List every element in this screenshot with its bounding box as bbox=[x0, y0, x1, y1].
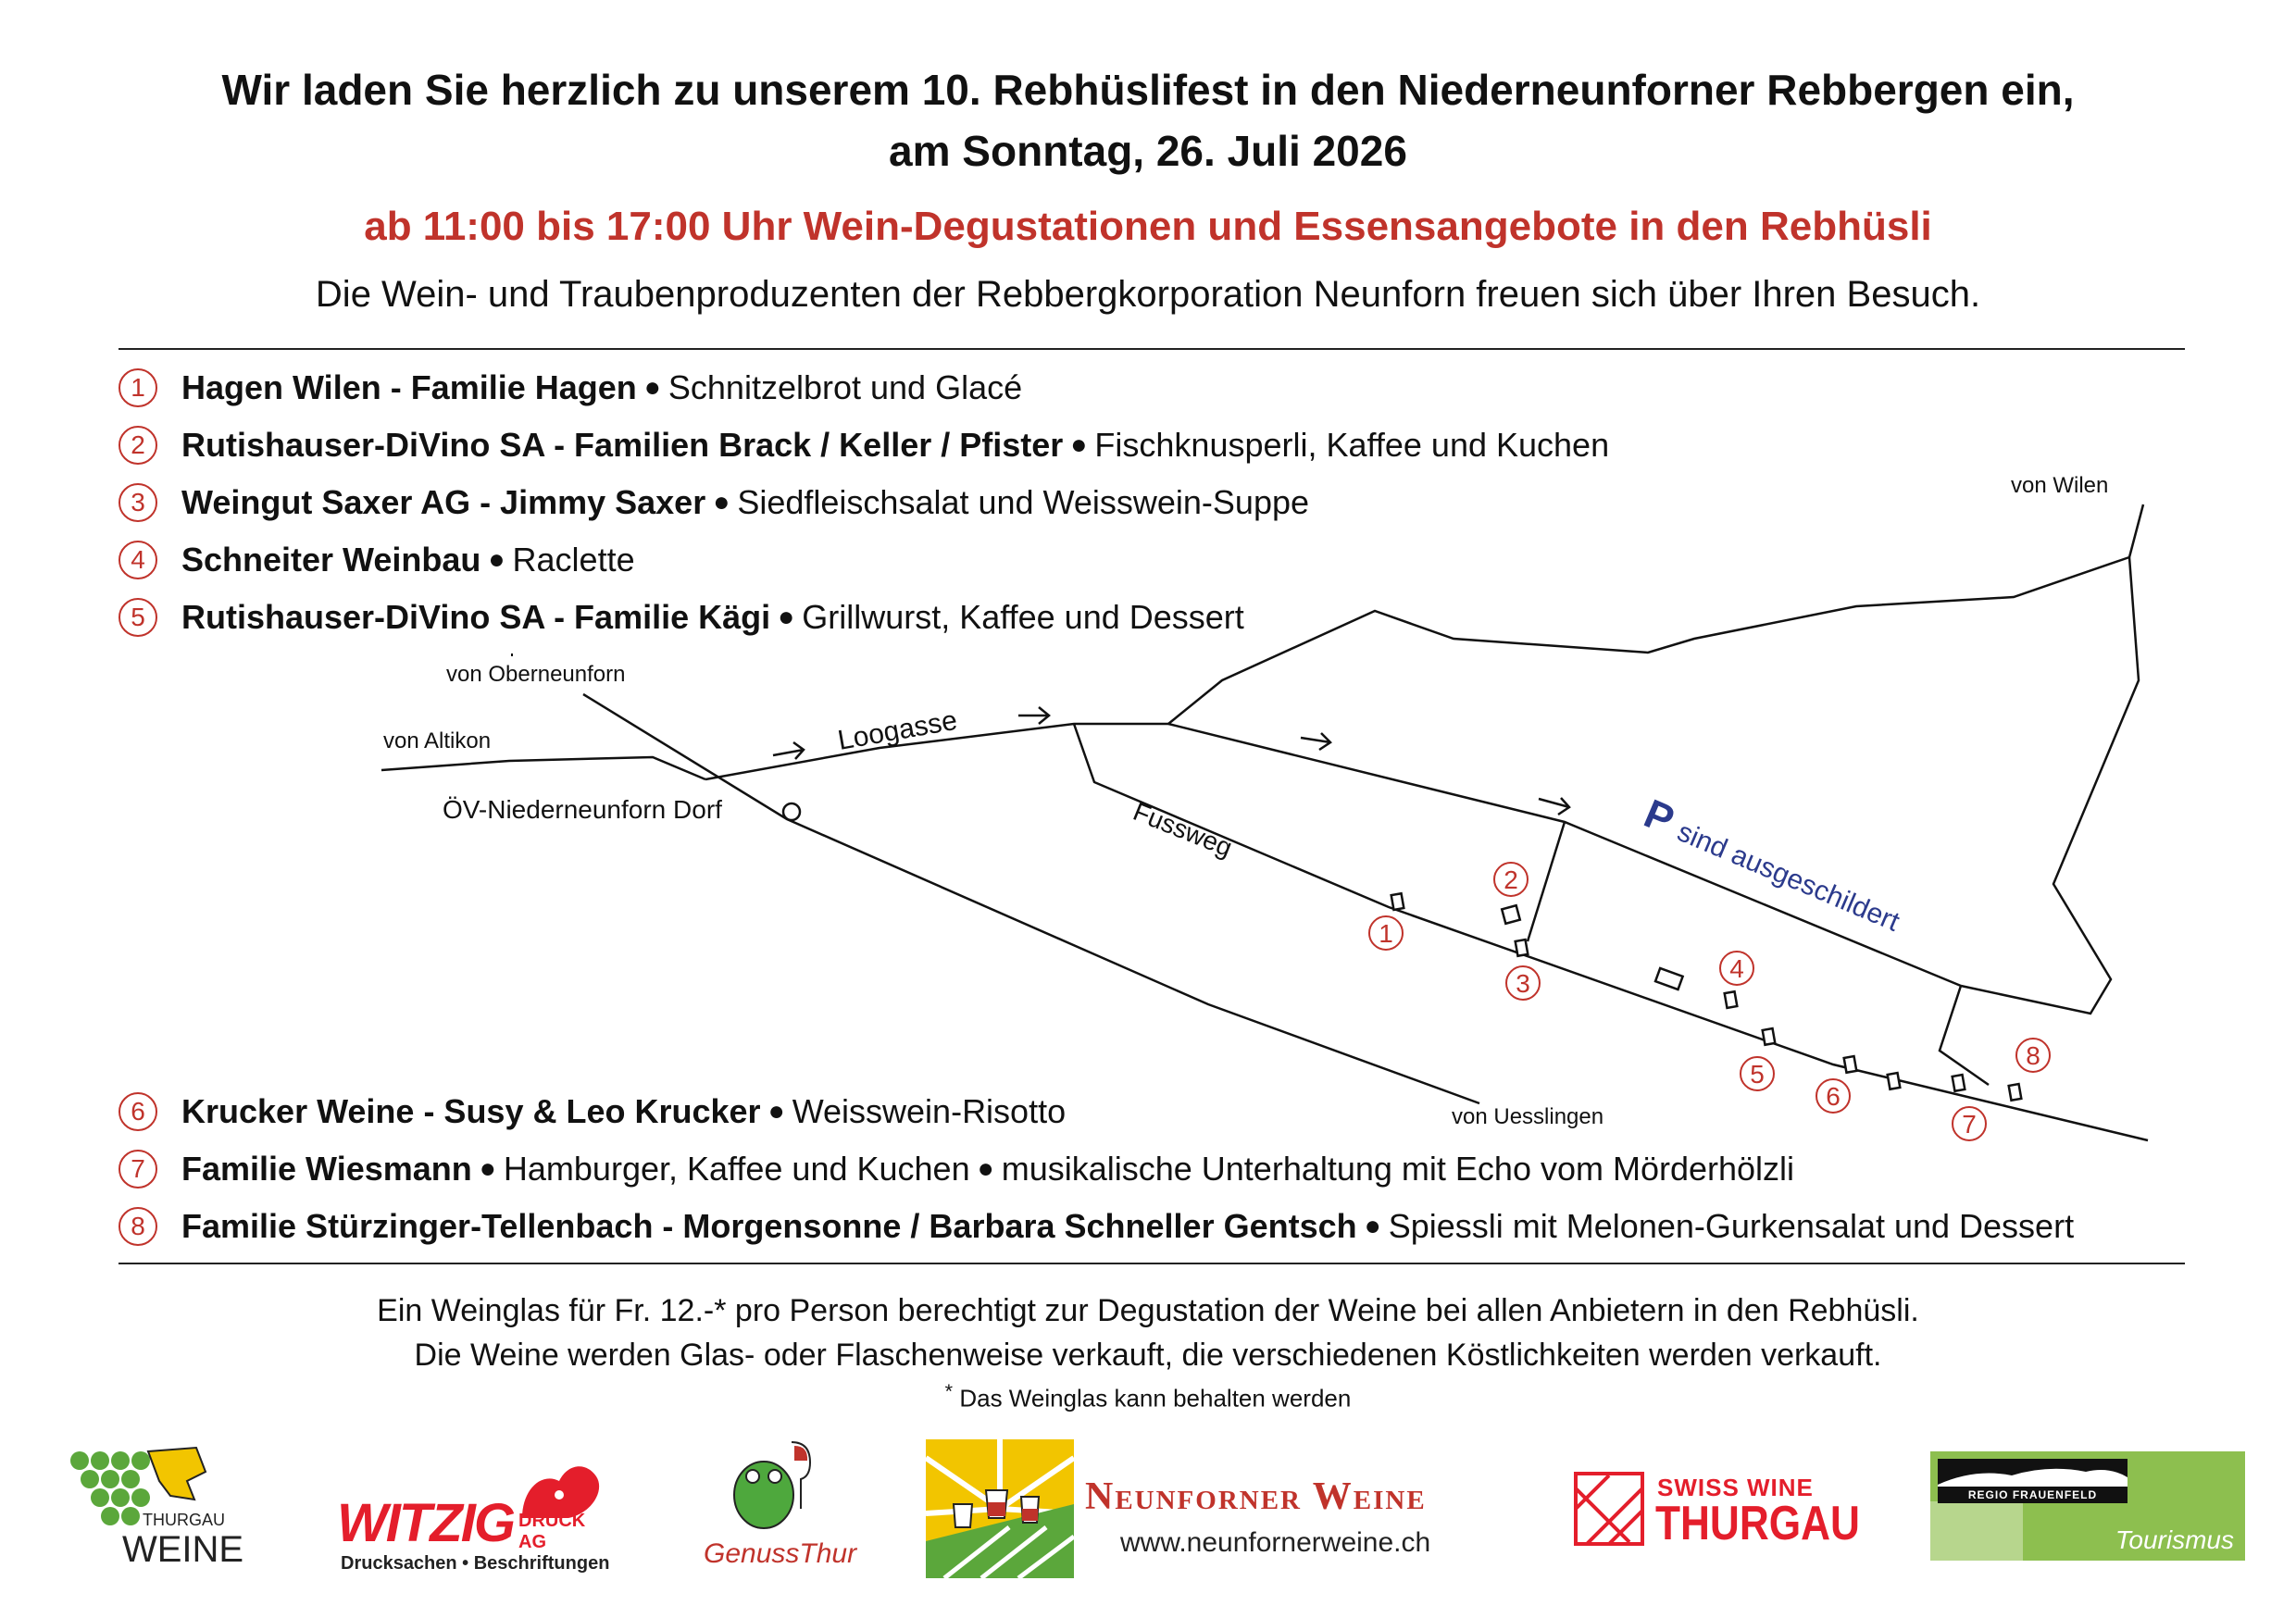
entry-name: Weingut Saxer AG - Jimmy Saxer bbox=[181, 483, 706, 521]
arrow-icon bbox=[1539, 798, 1569, 815]
logo-witzig-tagline: Drucksachen • Beschriftungen bbox=[341, 1553, 610, 1574]
logo-thurgau-text: THURGAU bbox=[143, 1511, 225, 1529]
marker-4: 4 bbox=[119, 541, 157, 579]
entry-name: Familie Stürzinger-Tellenbach - Morgensonne / Barbara Schneller Gentsch bbox=[181, 1207, 1357, 1245]
marker-8: 8 bbox=[119, 1207, 157, 1246]
svg-text:3: 3 bbox=[1516, 969, 1530, 998]
footer-note-text: Das Weinglas kann behalten werden bbox=[959, 1384, 1352, 1413]
entry-offer: Hamburger, Kaffee und Kuchen bbox=[503, 1150, 970, 1188]
label-loogasse: Loogasse bbox=[835, 704, 960, 756]
logo-tourismus-text: Tourismus bbox=[2115, 1525, 2234, 1554]
mountain-icon bbox=[1938, 1459, 2128, 1487]
regio-frauenfeld-logo bbox=[1930, 1451, 2245, 1561]
map-marker-8 bbox=[2016, 1039, 2050, 1072]
svg-text:1: 1 bbox=[1379, 919, 1393, 948]
frog-wine-icon bbox=[722, 1435, 833, 1537]
road-uesslingen bbox=[583, 694, 1479, 1103]
marker-3: 3 bbox=[119, 483, 157, 522]
hut-icon bbox=[1502, 905, 1520, 924]
logo-swisswine-top: SWISS WINE bbox=[1657, 1474, 1814, 1501]
road-fussweg bbox=[1074, 724, 2148, 1140]
hut-icon bbox=[1953, 1075, 1965, 1091]
road-connector-2 bbox=[1528, 822, 1565, 941]
arrow-icon bbox=[1018, 707, 1049, 724]
map-marker-7 bbox=[1953, 1107, 1986, 1140]
road-altikon bbox=[381, 757, 705, 779]
hut-icon bbox=[1844, 1056, 1857, 1073]
map-marker-2 bbox=[1494, 863, 1528, 896]
witzig-logo bbox=[337, 1453, 615, 1574]
map-marker-6 bbox=[1816, 1079, 1850, 1113]
road-wilen bbox=[2129, 504, 2143, 557]
svg-text:6: 6 bbox=[1826, 1082, 1841, 1111]
arrow-icon bbox=[773, 742, 804, 759]
entry-name: Rutishauser-DiVino SA - Familie Kägi bbox=[181, 598, 771, 636]
road-upper bbox=[1168, 724, 1961, 986]
svg-text:4: 4 bbox=[1729, 954, 1744, 983]
map-marker-5 bbox=[1741, 1057, 1774, 1090]
entry-offer-2: musikalische Unterhaltung mit Echo vom Mörderhölzli bbox=[1001, 1150, 1795, 1188]
swiss-wine-icon bbox=[1574, 1472, 1644, 1546]
thurgau-weine-logo bbox=[67, 1444, 243, 1574]
footer-line-1: Ein Weinglas für Fr. 12.-* pro Person berechtigt zur Degustation der Weine bei allen Anbietern in den Rebhüsli. bbox=[377, 1293, 1919, 1328]
entry-name: Familie Wiesmann bbox=[181, 1150, 472, 1188]
map-marker-1 bbox=[1369, 916, 1403, 950]
boundary-top bbox=[1168, 557, 2129, 724]
entry-name: Krucker Weine - Susy & Leo Krucker bbox=[181, 1092, 761, 1130]
logo-regio-text: REGIO FRAUENFELD bbox=[1967, 1488, 2098, 1501]
map-marker-3 bbox=[1506, 966, 1540, 1000]
marker-1: 1 bbox=[119, 368, 157, 407]
label-oev: ÖV-Niederneunforn Dorf bbox=[443, 795, 722, 824]
intro-text: Die Wein- und Traubenproduzenten der Rebbergkorporation Neunforn freuen sich über Ihren Besuch. bbox=[315, 274, 1981, 315]
label-von-uesslingen: von Uesslingen bbox=[1452, 1104, 1604, 1129]
label-von-wilen: von Wilen bbox=[2011, 473, 2109, 498]
hut-icon bbox=[1655, 968, 1683, 989]
hut-icon bbox=[1391, 893, 1404, 910]
bullet-icon: ● bbox=[713, 487, 730, 517]
sun-glasses-icon bbox=[926, 1439, 1074, 1578]
marker-6: 6 bbox=[119, 1092, 157, 1131]
parking-icon: P bbox=[1637, 790, 1681, 844]
hut-icon bbox=[1763, 1028, 1776, 1045]
boundary-right bbox=[1961, 557, 2139, 1014]
marker-5: 5 bbox=[119, 598, 157, 637]
label-von-altikon: von Altikon bbox=[383, 728, 492, 753]
label-parking: sind ausgeschildert bbox=[1672, 816, 1904, 938]
bullet-icon: ● bbox=[1364, 1211, 1381, 1241]
entry-offer: Fischknusperli, Kaffee und Kuchen bbox=[1094, 426, 1610, 464]
logo-neunforner-url: www.neunfornerweine.ch bbox=[1120, 1527, 1431, 1558]
entry-offer: Weisswein-Risotto bbox=[792, 1092, 1067, 1130]
logo-druck-text: DRUCK AG bbox=[518, 1511, 586, 1552]
marker-2: 2 bbox=[119, 426, 157, 465]
bullet-icon: ● bbox=[767, 1096, 785, 1126]
footer-note bbox=[0, 1379, 2296, 1413]
footer-line-2: Die Weine werden Glas- oder Flaschenweise verkauft, die verschiedenen Köstlichkeiten werden verkauft. bbox=[414, 1338, 1882, 1373]
road-connector-7 bbox=[1940, 986, 1989, 1085]
label-von-oberneunforn: von Oberneunforn bbox=[446, 662, 626, 687]
entry-offer: Siedfleischsalat und Weisswein-Suppe bbox=[737, 483, 1310, 521]
bullet-icon: ● bbox=[778, 602, 795, 632]
label-fussweg: Fussweg bbox=[1129, 796, 1237, 863]
heading-line-1: Wir laden Sie herzlich zu unserem 10. Rebhüslifest in den Niederneunforner Rebbergen ein, bbox=[221, 66, 2075, 114]
heading-time: ab 11:00 bis 17:00 Uhr Wein-Degustationen und Essensangebote in den Rebhüsli bbox=[364, 204, 1932, 249]
entry-offer: Grillwurst, Kaffee und Dessert bbox=[802, 598, 1244, 636]
divider-bottom bbox=[119, 1263, 2185, 1264]
bullet-icon: ● bbox=[479, 1153, 496, 1184]
logo-weine-text: WEINE bbox=[122, 1529, 244, 1570]
svg-text:7: 7 bbox=[1962, 1110, 1977, 1139]
genussthur-logo bbox=[704, 1435, 861, 1574]
logo-swisswine-bottom: THURGAU bbox=[1655, 1497, 1860, 1550]
neunforner-weine-logo bbox=[926, 1439, 1500, 1578]
entry-name: Schneiter Weinbau bbox=[181, 541, 481, 579]
hut-icon bbox=[1888, 1073, 1901, 1089]
entry-name: Rutishauser-DiVino SA - Familien Brack / Keller / Pfister bbox=[181, 426, 1064, 464]
logo-genuss-text: GenussThur bbox=[704, 1538, 857, 1569]
map-marker-4 bbox=[1720, 952, 1753, 985]
heading-date: am Sonntag, 26. Juli 2026 bbox=[889, 127, 1407, 175]
bullet-icon: ● bbox=[488, 544, 505, 575]
entry-7 bbox=[119, 1150, 1794, 1189]
svg-text:8: 8 bbox=[2026, 1041, 2040, 1070]
entry-offer: Schnitzelbrot und Glacé bbox=[668, 368, 1023, 406]
entry-name: Hagen Wilen - Familie Hagen bbox=[181, 368, 637, 406]
bullet-icon: ● bbox=[977, 1153, 994, 1184]
bullet-icon: ● bbox=[643, 372, 661, 403]
hut-icon bbox=[2009, 1084, 2022, 1101]
logo-witzig-text: WITZIG bbox=[337, 1493, 514, 1553]
entry-8 bbox=[119, 1207, 2074, 1246]
entry-6 bbox=[119, 1092, 1066, 1131]
entry-offer: Spiessli mit Melonen-Gurkensalat und Dessert bbox=[1388, 1207, 2075, 1245]
bus-stop-icon bbox=[783, 803, 800, 820]
hut-icon bbox=[1516, 940, 1529, 956]
bullet-icon: ● bbox=[1070, 429, 1088, 460]
marker-7: 7 bbox=[119, 1150, 157, 1189]
entry-offer: Raclette bbox=[512, 541, 635, 579]
svg-text:2: 2 bbox=[1504, 865, 1518, 894]
svg-text:5: 5 bbox=[1750, 1060, 1765, 1089]
asterisk: * bbox=[944, 1379, 954, 1402]
logo-neunforner-text: Neunforner Weine bbox=[1085, 1475, 1427, 1518]
arrow-icon bbox=[1301, 733, 1330, 750]
hut-icon bbox=[1725, 991, 1738, 1008]
swiss-wine-thurgau-logo bbox=[1574, 1472, 1860, 1555]
